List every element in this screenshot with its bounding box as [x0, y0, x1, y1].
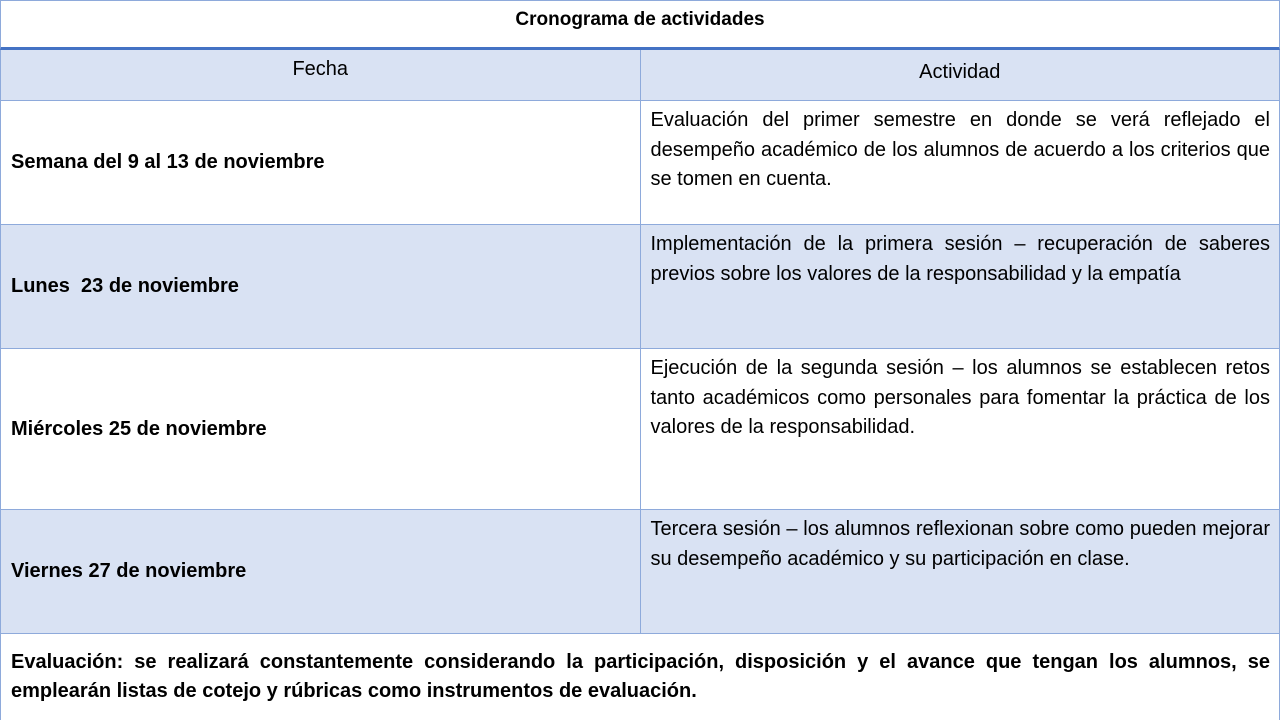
row-date: Viernes 27 de noviembre [1, 510, 641, 633]
column-header-activity: Actividad [919, 61, 1001, 83]
row-date: Lunes 23 de noviembre [1, 225, 641, 348]
row-date: Miércoles 25 de noviembre [1, 349, 641, 509]
row-date: Semana del 9 al 13 de noviembre [1, 101, 641, 224]
evaluation-note: Evaluación: se realizará constantemente considerando la participación, disposición y el avance que tengan los alumnos, se emplearán listas de cotejo y rúbricas como instrumentos de evaluación. [0, 633, 1280, 720]
table-header-row [0, 50, 1280, 101]
table-row [0, 349, 1280, 510]
row-activity: Ejecución de la segunda sesión – los alumnos se establecen retos tanto académicos como personales para fomentar la práctica de los valores de la responsabilidad. [650, 357, 1270, 438]
table-row [0, 510, 1280, 634]
row-activity: Evaluación del primer semestre en donde se verá reflejado el desempeño académico de los alumnos de acuerdo a los criterios que se tomen en cuenta. [650, 109, 1270, 190]
table-row [0, 225, 1280, 349]
table-row [0, 101, 1280, 225]
column-header-date: Fecha [1, 50, 641, 100]
table-title: Cronograma de actividades [0, 0, 1280, 50]
row-activity: Implementación de la primera sesión – recuperación de saberes previos sobre los valores de la responsabilidad y la empatía [650, 233, 1270, 285]
row-activity: Tercera sesión – los alumnos reflexionan sobre como pueden mejorar su desempeño académico y su participación en clase. [650, 518, 1270, 570]
